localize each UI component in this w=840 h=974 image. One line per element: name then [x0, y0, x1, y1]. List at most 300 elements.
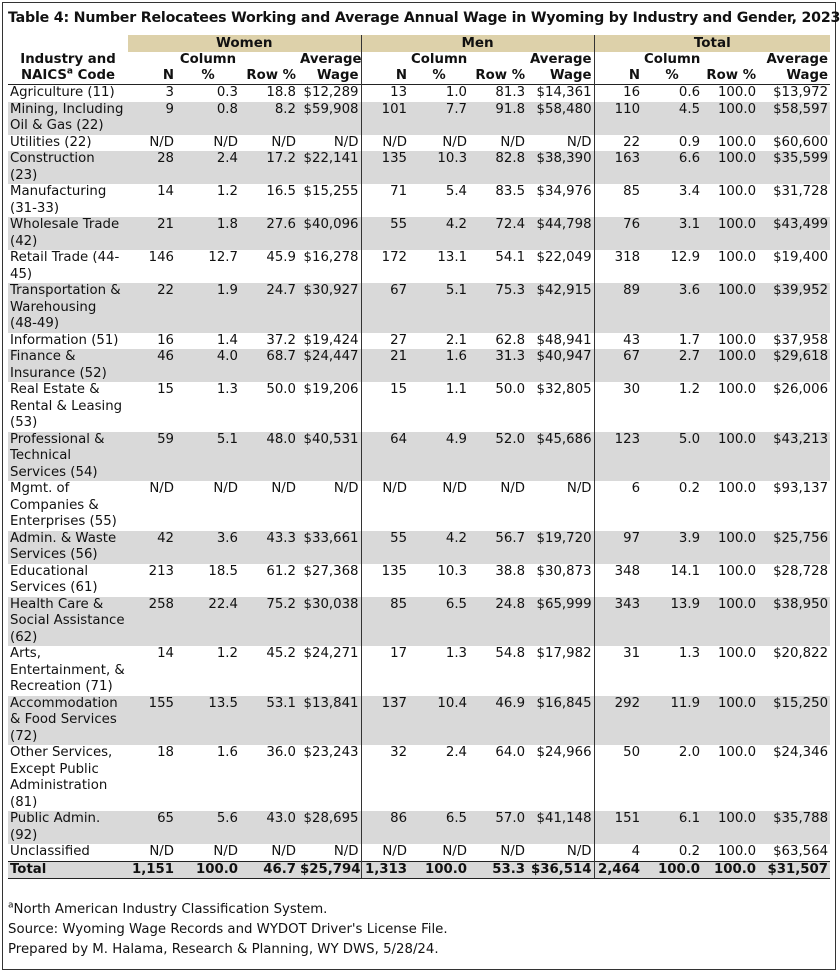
table-row [8, 217, 830, 250]
women-column-pct-cell: 2.4 [176, 151, 240, 184]
women-column-pct-cell: 1.4 [216, 332, 238, 348]
total-column-pct-cell: 100.0 [642, 861, 702, 879]
women-column-pct-cell: 3.6 [176, 531, 240, 564]
men-n-cell: 32 [361, 745, 409, 811]
women-row-pct-cell: 46.7 [240, 861, 298, 879]
industry-cell: Agriculture (11) [10, 85, 115, 100]
women-column-pct-cell: 1.8 [176, 217, 240, 250]
men-column-pct-cell: 10.4 [409, 696, 469, 746]
women-avg-wage-cell: $24,271 [303, 646, 359, 661]
men-row-pct-cell: 24.8 [469, 597, 527, 647]
prepared-note: Prepared by M. Halama, Research & Planning, WY DWS, 5/28/24. [8, 942, 439, 957]
women-column-pct-cell: N/D [213, 134, 238, 150]
industry-cell: Retail Trade (44-45) [10, 250, 120, 282]
total-row-pct-cell: 100.0 [717, 745, 757, 760]
industry-cell: Mining, Including Oil & Gas (22) [8, 102, 128, 135]
men-n-cell: 15 [361, 382, 409, 432]
table-row [8, 844, 830, 861]
total-avg-wage-header: Average Wage [766, 52, 829, 83]
men-column-pct-header: Column % [411, 52, 468, 83]
industry-cell: Information (51) [10, 332, 119, 348]
men-row-pct-cell: 72.4 [469, 217, 527, 250]
total-row-pct-cell: 100.0 [702, 349, 758, 382]
table-title: Table 4: Number Relocatees Working and Average Annual Wage in Wyoming by Industry and Gender, 2023 [8, 10, 840, 26]
industry-cell: Professional & Technical Services (54) [8, 432, 128, 482]
total-row-pct-cell: 100.0 [702, 217, 758, 250]
women-row-pct-cell: 17.2 [240, 151, 298, 184]
total-n-cell: 97 [594, 531, 642, 564]
men-column-pct-cell: 1.3 [445, 646, 468, 661]
women-avg-wage-cell: $59,908 [298, 102, 361, 135]
men-avg-wage-cell: $36,514 [527, 861, 594, 879]
footnotes [8, 900, 448, 960]
women-row-pct-cell: N/D [271, 844, 296, 859]
women-row-pct-cell: 45.2 [266, 646, 296, 661]
men-column-pct-cell: 2.4 [445, 745, 468, 760]
total-row-pct-cell: 100.0 [717, 250, 757, 265]
total-n-cell: 343 [594, 597, 642, 647]
industry-cell: Educational Services (61) [10, 563, 98, 595]
women-n-cell: 42 [128, 531, 176, 564]
men-row-pct-cell: 54.8 [495, 646, 526, 661]
men-column-pct-cell: 4.9 [409, 432, 469, 482]
women-avg-wage-cell: $13,841 [298, 696, 361, 746]
men-n-cell: 135 [361, 151, 409, 184]
women-row-pct-cell: 24.7 [240, 283, 298, 333]
table-row [8, 696, 830, 746]
total-row-pct-cell: 100.0 [702, 811, 758, 844]
women-n-cell: 14 [157, 646, 174, 661]
industry-cell: Construction (23) [8, 151, 128, 184]
total-column-pct-cell: 0.9 [678, 134, 701, 150]
total-column-pct-cell: 3.9 [642, 531, 702, 564]
total-n-cell: 16 [594, 85, 642, 102]
women-column-pct-cell: 1.9 [176, 283, 240, 333]
total-avg-wage-cell: $28,728 [773, 563, 829, 579]
women-row-pct-cell: 8.2 [240, 102, 298, 135]
women-avg-wage-cell: $22,141 [298, 151, 361, 184]
total-n-cell: 89 [594, 283, 642, 333]
total-n-cell: 151 [594, 811, 642, 844]
total-n-cell: 2,464 [594, 861, 642, 879]
total-column-pct-cell: 11.9 [642, 696, 702, 746]
men-column-pct-cell: 100.0 [409, 861, 469, 879]
men-avg-wage-cell: $41,148 [527, 811, 594, 844]
total-avg-wage-cell: $35,599 [758, 151, 830, 184]
total-row-pct-cell: 100.0 [702, 151, 758, 184]
men-column-pct-cell: 1.0 [445, 85, 468, 100]
women-n-cell: N/D [149, 844, 174, 859]
total-n-cell: 31 [594, 646, 642, 696]
women-column-pct-cell: N/D [213, 481, 238, 496]
men-avg-wage-cell: $38,390 [527, 151, 594, 184]
women-n-cell: N/D [149, 134, 174, 150]
total-n-cell: 348 [594, 564, 642, 597]
men-column-pct-cell: N/D [442, 481, 468, 496]
table-row [8, 85, 830, 102]
total-avg-wage-cell: $20,822 [773, 646, 829, 661]
table-row [8, 811, 830, 844]
table-row [8, 745, 830, 811]
women-n-cell: 14 [157, 184, 174, 199]
men-n-cell: 13 [361, 85, 409, 102]
men-column-pct-cell: 1.6 [409, 349, 469, 382]
total-avg-wage-cell: $43,499 [758, 217, 830, 250]
total-row-pct-cell: 100.0 [717, 563, 757, 579]
women-avg-wage-cell: N/D [333, 481, 359, 496]
total-n-cell: 6 [594, 481, 642, 531]
group-total: Total [594, 35, 830, 52]
men-column-pct-cell: 2.1 [445, 332, 468, 348]
men-avg-wage-cell: $65,999 [527, 597, 594, 647]
industry-cell: Accommodation & Food Services (72) [8, 696, 128, 746]
total-avg-wage-cell: $60,600 [773, 134, 829, 150]
table-row [8, 135, 830, 152]
women-n-cell: 258 [128, 597, 176, 647]
women-row-pct-cell: N/D [271, 134, 296, 150]
men-row-pct-cell: 38.8 [495, 563, 526, 579]
total-avg-wage-cell: $39,952 [758, 283, 830, 333]
women-column-pct-header: Column % [179, 52, 237, 83]
women-row-pct-cell: 61.2 [266, 563, 296, 579]
total-row-pct-cell: 100.0 [717, 646, 757, 661]
total-avg-wage-cell: $31,507 [758, 861, 830, 879]
men-n-cell: 137 [361, 696, 409, 746]
total-column-pct-cell: 2.7 [642, 349, 702, 382]
men-avg-wage-cell: $45,686 [527, 432, 594, 482]
women-avg-wage-cell: $30,927 [298, 283, 361, 333]
total-n-cell: 163 [594, 151, 642, 184]
women-avg-wage-cell: $19,424 [303, 332, 359, 348]
total-column-pct-cell: 14.1 [670, 563, 701, 579]
table-row [8, 531, 830, 564]
total-column-pct-cell: 0.2 [678, 844, 701, 859]
women-avg-wage-cell: $40,531 [298, 432, 361, 482]
total-n-cell: 30 [594, 382, 642, 432]
men-column-pct-cell: 4.2 [409, 531, 469, 564]
total-column-pct-cell: 3.6 [642, 283, 702, 333]
total-row-pct-cell: 100.0 [717, 844, 757, 859]
total-column-pct-cell: 3.4 [678, 184, 701, 199]
industry-cell: Admin. & Waste Services (56) [8, 531, 128, 564]
women-column-pct-cell: 5.6 [176, 811, 240, 844]
total-column-pct-cell: 1.3 [678, 646, 701, 661]
industry-header: Industry and NAICS$^a$ Code [20, 52, 116, 83]
men-row-pct-cell: 83.5 [495, 184, 526, 199]
men-avg-wage-cell: $14,361 [536, 85, 592, 100]
women-row-pct-cell: 53.1 [240, 696, 298, 746]
women-n-cell: 46 [128, 349, 176, 382]
total-avg-wage-cell: $26,006 [773, 382, 829, 397]
men-row-pct-cell: 75.3 [469, 283, 527, 333]
women-avg-wage-cell: $23,243 [303, 745, 359, 760]
men-column-pct-cell: 6.5 [409, 811, 469, 844]
women-column-pct-cell: 1.3 [216, 382, 238, 397]
industry-cell: Health Care & Social Assistance (62) [8, 597, 128, 647]
men-column-pct-cell: 10.3 [409, 151, 469, 184]
group-women: Women [128, 35, 361, 52]
table-row [8, 283, 830, 333]
men-n-cell: 17 [361, 646, 409, 696]
table-row [8, 151, 830, 184]
total-row-pct-cell: 100.0 [702, 283, 758, 333]
total-row-pct-cell: 100.0 [702, 696, 758, 746]
table-row [8, 564, 830, 597]
total-avg-wage-cell: $93,137 [773, 481, 829, 496]
women-column-pct-cell: 13.5 [176, 696, 240, 746]
women-column-pct-cell: N/D [213, 844, 238, 859]
industry-cell: Manufacturing (31-33) [10, 184, 107, 216]
men-n-cell: 101 [361, 102, 409, 135]
industry-cell: Transportation & Warehousing (48-49) [8, 283, 128, 333]
men-row-pct-cell: 53.3 [469, 861, 527, 879]
total-avg-wage-cell: $58,597 [758, 102, 830, 135]
men-avg-wage-cell: $58,480 [527, 102, 594, 135]
total-column-pct-cell: 6.6 [642, 151, 702, 184]
total-row-pct-header: Row % [706, 67, 757, 83]
source-note: Source: Wyoming Wage Records and WYDOT Driver's License File. [8, 922, 448, 937]
men-n-cell: 71 [361, 184, 409, 217]
industry-cell: Unclassified [10, 844, 90, 859]
men-avg-wage-cell: N/D [566, 134, 592, 150]
total-n-cell: 43 [594, 333, 642, 350]
men-avg-wage-cell: $17,982 [536, 646, 592, 661]
men-n-header: N [361, 52, 409, 85]
total-column-pct-cell: 1.2 [678, 382, 701, 397]
total-row-pct-cell: 100.0 [717, 134, 757, 150]
men-column-pct-cell: 4.2 [409, 217, 469, 250]
men-row-pct-cell: N/D [500, 481, 526, 496]
women-row-pct-cell: 68.7 [240, 349, 298, 382]
women-avg-wage-cell: $40,096 [298, 217, 361, 250]
total-avg-wage-cell: $38,950 [758, 597, 830, 647]
footnote-naics: $^a$North American Industry Classification System. [8, 900, 328, 917]
table-row [8, 646, 830, 696]
men-column-pct-cell: 5.1 [409, 283, 469, 333]
men-row-pct-cell: 57.0 [469, 811, 527, 844]
total-column-pct-cell: 2.0 [678, 745, 701, 760]
women-avg-wage-cell: $25,794 [300, 861, 361, 877]
women-row-pct-cell: 43.0 [240, 811, 298, 844]
total-n-cell: 110 [594, 102, 642, 135]
column-header-row [8, 52, 830, 85]
women-n-cell: 1,151 [128, 861, 176, 879]
total-avg-wage-cell: $37,958 [773, 332, 829, 348]
men-avg-wage-cell: $16,845 [527, 696, 594, 746]
women-n-cell: 28 [128, 151, 176, 184]
women-n-cell: 16 [157, 332, 174, 348]
men-n-cell: 27 [361, 333, 409, 350]
total-row-pct-cell: 100.0 [702, 102, 758, 135]
total-column-pct-cell: 5.0 [642, 432, 702, 482]
total-avg-wage-cell: $43,213 [758, 432, 830, 482]
men-avg-wage-cell: $44,798 [527, 217, 594, 250]
total-n-cell: 292 [594, 696, 642, 746]
men-column-pct-cell: N/D [442, 844, 468, 859]
women-column-pct-cell: 100.0 [176, 861, 240, 879]
total-avg-wage-cell: $19,400 [773, 250, 829, 265]
women-n-cell: 9 [128, 102, 176, 135]
women-avg-wage-cell: N/D [333, 844, 359, 859]
women-avg-wage-cell: $19,206 [303, 382, 359, 397]
women-avg-wage-cell: $24,447 [298, 349, 361, 382]
men-row-pct-cell: 82.8 [469, 151, 527, 184]
men-row-pct-header: Row % [475, 67, 526, 83]
total-column-pct-cell: 12.9 [670, 250, 701, 265]
industry-cell: Real Estate & Rental & Leasing (53) [10, 382, 123, 430]
total-n-cell: 67 [594, 349, 642, 382]
total-n-cell: 76 [594, 217, 642, 250]
women-n-cell: 18 [157, 745, 174, 760]
men-row-pct-cell: N/D [500, 134, 526, 150]
total-n-header: N [594, 52, 642, 85]
men-n-cell: 64 [361, 432, 409, 482]
women-row-pct-cell: 45.9 [266, 250, 296, 265]
table-row [8, 333, 830, 350]
total-row-pct-cell: 100.0 [717, 481, 757, 496]
industry-cell: Public Admin. (92) [8, 811, 128, 844]
wage-table [8, 35, 830, 879]
total-n-cell: 22 [594, 135, 642, 152]
women-n-cell: 22 [128, 283, 176, 333]
women-row-pct-cell: N/D [271, 481, 296, 496]
women-column-pct-cell: 12.7 [208, 250, 238, 265]
total-n-cell: 318 [594, 250, 642, 283]
men-n-cell: 21 [361, 349, 409, 382]
total-column-pct-cell: 13.9 [642, 597, 702, 647]
industry-cell: Mgmt. of Companies & Enterprises (55) [10, 481, 117, 529]
men-row-pct-cell: 46.9 [469, 696, 527, 746]
total-row [8, 861, 830, 879]
women-row-pct-cell: 50.0 [266, 382, 296, 397]
men-column-pct-cell: 6.5 [409, 597, 469, 647]
women-column-pct-cell: 0.3 [216, 85, 238, 100]
industry-cell: Total [8, 861, 128, 879]
women-n-cell: 15 [157, 382, 174, 397]
women-n-cell: 213 [148, 563, 174, 579]
total-column-pct-cell: 3.1 [642, 217, 702, 250]
women-avg-wage-cell: $30,038 [298, 597, 361, 647]
women-avg-wage-cell: $28,695 [298, 811, 361, 844]
men-column-pct-cell: 1.1 [445, 382, 468, 397]
women-row-pct-cell: 75.2 [240, 597, 298, 647]
men-row-pct-cell: 54.1 [495, 250, 526, 265]
women-row-pct-cell: 18.8 [266, 85, 296, 100]
men-n-cell: 172 [361, 250, 409, 283]
men-row-pct-cell: N/D [500, 844, 526, 859]
industry-cell: Other Services, Except Public Administration (81) [10, 745, 113, 810]
men-row-pct-cell: 91.8 [469, 102, 527, 135]
men-row-pct-cell: 52.0 [469, 432, 527, 482]
table-row [8, 250, 830, 283]
women-n-cell: 65 [128, 811, 176, 844]
men-avg-wage-cell: $19,720 [527, 531, 594, 564]
men-row-pct-cell: 50.0 [495, 382, 526, 397]
men-n-cell: N/D [361, 135, 409, 152]
total-n-cell: 85 [594, 184, 642, 217]
table-body [8, 85, 830, 879]
women-n-header: N [162, 67, 174, 83]
women-row-pct-cell: 37.2 [266, 332, 296, 348]
men-row-pct-cell: 56.7 [469, 531, 527, 564]
industry-cell: Arts, Entertainment, & Recreation (71) [10, 646, 125, 694]
table-row [8, 432, 830, 482]
women-row-pct-header: Row % [246, 67, 296, 83]
men-row-pct-cell: 31.3 [469, 349, 527, 382]
women-n-cell: N/D [149, 481, 174, 496]
men-avg-wage-cell: $22,049 [536, 250, 592, 265]
women-row-pct-cell: 48.0 [240, 432, 298, 482]
group-header-row [8, 35, 830, 52]
total-column-pct-cell: 0.2 [678, 481, 701, 496]
table-row [8, 184, 830, 217]
women-n-cell: 155 [128, 696, 176, 746]
table-row [8, 481, 830, 531]
industry-cell: Finance & Insurance (52) [8, 349, 128, 382]
men-column-pct-cell: 5.4 [445, 184, 468, 199]
men-n-cell: 135 [361, 564, 409, 597]
total-avg-wage-cell: $63,564 [773, 844, 829, 859]
women-avg-wage-cell: N/D [333, 134, 359, 150]
women-n-cell: 59 [128, 432, 176, 482]
total-n-cell: 4 [594, 844, 642, 861]
group-men: Men [361, 35, 594, 52]
total-row-pct-cell: 100.0 [717, 184, 757, 199]
total-avg-wage-cell: $13,972 [773, 85, 829, 100]
total-row-pct-cell: 100.0 [702, 861, 758, 879]
men-column-pct-cell: 10.3 [437, 563, 468, 579]
total-column-pct-cell: 4.5 [642, 102, 702, 135]
men-avg-wage-cell: $30,873 [536, 563, 592, 579]
women-avg-wage-cell: $15,255 [303, 184, 359, 199]
men-n-cell: 86 [361, 811, 409, 844]
total-avg-wage-cell: $24,346 [773, 745, 829, 760]
industry-cell: Wholesale Trade (42) [8, 217, 128, 250]
women-n-cell: 146 [148, 250, 174, 265]
men-avg-wage-cell: $42,915 [527, 283, 594, 333]
women-avg-wage-cell: $12,289 [303, 85, 359, 100]
women-column-pct-cell: 4.0 [176, 349, 240, 382]
women-n-cell: 3 [165, 85, 174, 100]
women-avg-wage-header: Average Wage [300, 52, 362, 83]
total-column-pct-header: Column % [644, 52, 701, 83]
table-row [8, 597, 830, 647]
women-column-pct-cell: 5.1 [176, 432, 240, 482]
total-column-pct-cell: 0.6 [678, 85, 701, 100]
total-row-pct-cell: 100.0 [717, 85, 757, 100]
women-row-pct-cell: 16.5 [266, 184, 296, 199]
men-n-cell: 85 [361, 597, 409, 647]
total-avg-wage-cell: $35,788 [758, 811, 830, 844]
total-avg-wage-cell: $15,250 [758, 696, 830, 746]
women-avg-wage-cell: $33,661 [298, 531, 361, 564]
men-avg-wage-cell: N/D [566, 844, 592, 859]
total-n-cell: 50 [594, 745, 642, 811]
women-avg-wage-cell: $16,278 [303, 250, 359, 265]
men-avg-wage-cell: $34,976 [536, 184, 592, 199]
men-row-pct-cell: 62.8 [495, 332, 526, 348]
men-n-cell: N/D [361, 481, 409, 531]
women-row-pct-cell: 43.3 [240, 531, 298, 564]
total-row-pct-cell: 100.0 [702, 531, 758, 564]
men-avg-wage-cell: N/D [566, 481, 592, 496]
women-column-pct-cell: 1.2 [216, 184, 238, 199]
total-avg-wage-cell: $31,728 [773, 184, 829, 199]
total-row-pct-cell: 100.0 [717, 332, 757, 348]
table-row [8, 382, 830, 432]
total-avg-wage-cell: $25,756 [758, 531, 830, 564]
women-row-pct-cell: 27.6 [240, 217, 298, 250]
